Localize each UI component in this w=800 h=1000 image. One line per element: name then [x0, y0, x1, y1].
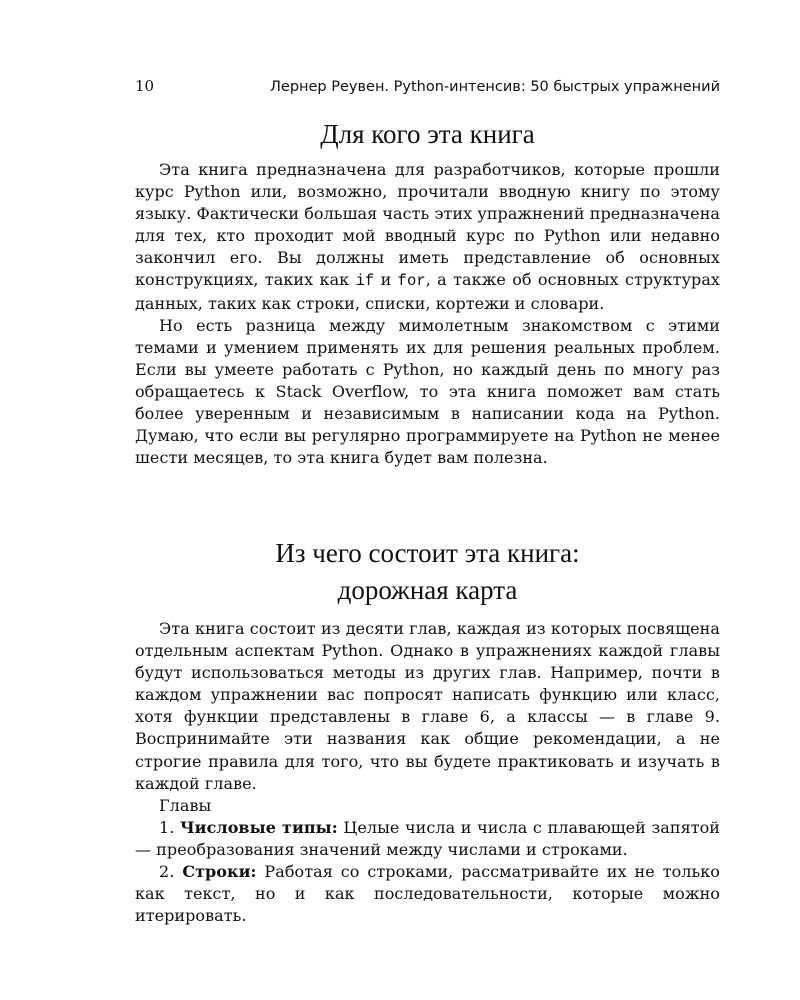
code-for: for [397, 272, 426, 291]
running-header [135, 76, 720, 97]
running-title: Лернер Реувен. Python-интенсив: 50 быстрых упражнений [270, 79, 720, 95]
page-number: 10 [135, 77, 155, 95]
chapter-item: 1. Числовые типы: Целые числа и числа с плавающей запятой — преобразования значений между числами и строками. [135, 817, 721, 859]
section-heading: Из чего состоит эта книга: дорожная карта [275, 538, 580, 605]
chapter-title: Числовые типы: [180, 817, 338, 837]
paragraph: Эта книга предназначена для разработчиков, которые прошли курс Python или, возможно, прочитали вводную книгу по этому языку. Фактически большая часть этих упражнений предназначена для тех, кто проходит мой вводный курс по Python или недавно закончил его. Вы должны иметь представление об основных конструкциях, таких как if и for, а также об основных структурах данных, таких как строки, списки, кортежи и словари. [135, 160, 720, 313]
section-who-is-this-book-for [135, 118, 720, 469]
section-heading: Для кого эта книга [320, 119, 535, 149]
code-if: if [355, 272, 375, 291]
chapters-label: Главы [159, 795, 212, 815]
chapter-item: 2. Строки: Работая со строками, рассматривайте их не только как текст, но и как последовательности, которые можно итерировать. [135, 862, 720, 926]
paragraph: Эта книга состоит из десяти глав, каждая из которых посвящена отдельным аспектам Python. Однако в упражнениях каждой главы будут использоваться методы из других глав. Например, почти в каждом упражнении вас попросят написать функцию или класс, хотя функции представлены в главе 6, а классы — в главе 9. Воспринимайте эти названия как общие рекомендации, а не строгие правила для того, что вы будете практиковать и изучать в каждой главе. [135, 619, 720, 793]
chapter-title: Строки: [182, 862, 257, 882]
paragraph: Но есть разница между мимолетным знакомством с этими темами и умением применять их для решения реальных проблем. Если вы умеете работать с Python, но каждый день по многу раз обращаетесь к Stack Overflow, то эта книга поможет вам стать более уверенным и независимым в написании кода на Python. Думаю, что если вы регулярно программируете на Python не менее шести месяцев, то эта книга будет вам полезна. [135, 315, 720, 468]
section-roadmap [135, 535, 720, 927]
